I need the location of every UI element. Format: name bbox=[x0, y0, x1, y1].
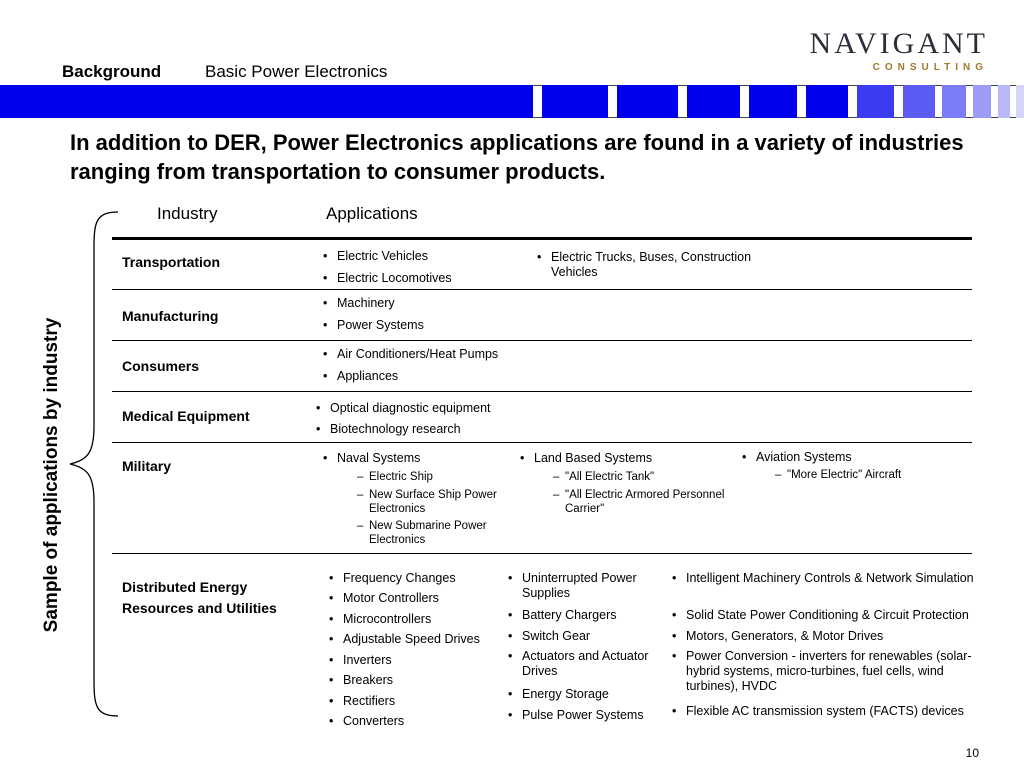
list-item: • Air Conditioners/Heat Pumps bbox=[337, 347, 498, 362]
row-divider bbox=[112, 340, 972, 341]
list-item: • Optical diagnostic equipment bbox=[330, 401, 491, 416]
header-band bbox=[0, 85, 1024, 118]
list-item: • Actuators and Actuator Drives bbox=[522, 649, 652, 679]
list-item: • Breakers bbox=[343, 673, 393, 688]
list-item: • Electric Trucks, Buses, Construction Vehicles bbox=[551, 250, 791, 280]
page-number: 10 bbox=[965, 746, 979, 760]
list-item: • Converters bbox=[343, 714, 404, 729]
list-item: • Electric Vehicles bbox=[337, 249, 428, 264]
list-item: • Electric Locomotives bbox=[337, 271, 452, 286]
industry-distributed-energy: Distributed Energy Resources and Utilities bbox=[122, 579, 277, 616]
brace-icon bbox=[66, 208, 122, 720]
list-item: • Intelligent Machinery Controls & Network Simulation bbox=[686, 571, 976, 586]
industry-manufacturing: Manufacturing bbox=[122, 308, 219, 324]
list-item: • Rectifiers bbox=[343, 694, 395, 709]
column-header-industry: Industry bbox=[157, 204, 218, 223]
list-item: • Naval Systems bbox=[337, 451, 420, 466]
slide-headline: In addition to DER, Power Electronics applications are found in a variety of industries ranging from transportation to consumer products. bbox=[70, 130, 964, 184]
industry-military: Military bbox=[122, 458, 172, 474]
navigant-logo bbox=[808, 28, 988, 73]
list-item: • Inverters bbox=[343, 653, 392, 668]
column-header-applications: Applications bbox=[326, 204, 418, 223]
row-divider bbox=[112, 391, 972, 392]
logo-name: NAVIGANT bbox=[809, 27, 988, 60]
list-item: • Energy Storage bbox=[522, 687, 609, 702]
list-item: • Flexible AC transmission system (FACTS) devices bbox=[686, 704, 1016, 719]
list-item: • Pulse Power Systems bbox=[522, 708, 644, 723]
industry-consumers: Consumers bbox=[122, 358, 200, 374]
list-item: • Land Based Systems bbox=[534, 451, 652, 466]
sub-list-item: – "More Electric" Aircraft bbox=[787, 468, 901, 482]
list-item: • Power Systems bbox=[337, 318, 424, 333]
list-item: • Appliances bbox=[337, 369, 398, 384]
list-item: • Aviation Systems bbox=[756, 450, 852, 465]
row-divider bbox=[112, 553, 972, 554]
list-item: • Microcontrollers bbox=[343, 612, 431, 627]
list-item: • Biotechnology research bbox=[330, 422, 461, 437]
topic-title: Basic Power Electronics bbox=[205, 62, 388, 81]
sub-list-item: – New Surface Ship Power Electronics bbox=[369, 488, 519, 516]
list-item: • Uninterrupted Power Supplies bbox=[522, 571, 662, 601]
list-item: • Adjustable Speed Drives bbox=[343, 632, 480, 647]
list-item: • Power Conversion - inverters for renewables (solar-hybrid systems, micro-turbines, fuel cells, wind turbines), HVDC bbox=[686, 649, 996, 694]
sub-list-item: – "All Electric Tank" bbox=[565, 470, 654, 484]
list-item: • Battery Chargers bbox=[522, 608, 616, 623]
row-divider bbox=[112, 442, 972, 443]
list-item: • Frequency Changes bbox=[343, 571, 456, 586]
side-label-text: Sample of applications by industry bbox=[41, 317, 62, 633]
logo-subtitle: CONSULTING bbox=[872, 62, 988, 73]
list-item: • Switch Gear bbox=[522, 629, 590, 644]
sub-list-item: – Electric Ship bbox=[369, 470, 433, 484]
side-label bbox=[32, 290, 72, 660]
industry-medical-equipment: Medical Equipment bbox=[122, 408, 250, 424]
section-title: Background bbox=[62, 62, 162, 81]
list-item: • Motors, Generators, & Motor Drives bbox=[686, 629, 986, 644]
list-item: • Motor Controllers bbox=[343, 591, 439, 606]
table-top-rule bbox=[112, 237, 972, 240]
list-item: • Solid State Power Conditioning & Circuit Protection bbox=[686, 608, 1016, 623]
sub-list-item: – "All Electric Armored Personnel Carrier" bbox=[565, 488, 755, 516]
list-item: • Machinery bbox=[337, 296, 395, 311]
industry-transportation: Transportation bbox=[122, 254, 221, 270]
row-divider bbox=[112, 289, 972, 290]
sub-list-item: – New Submarine Power Electronics bbox=[369, 519, 519, 547]
